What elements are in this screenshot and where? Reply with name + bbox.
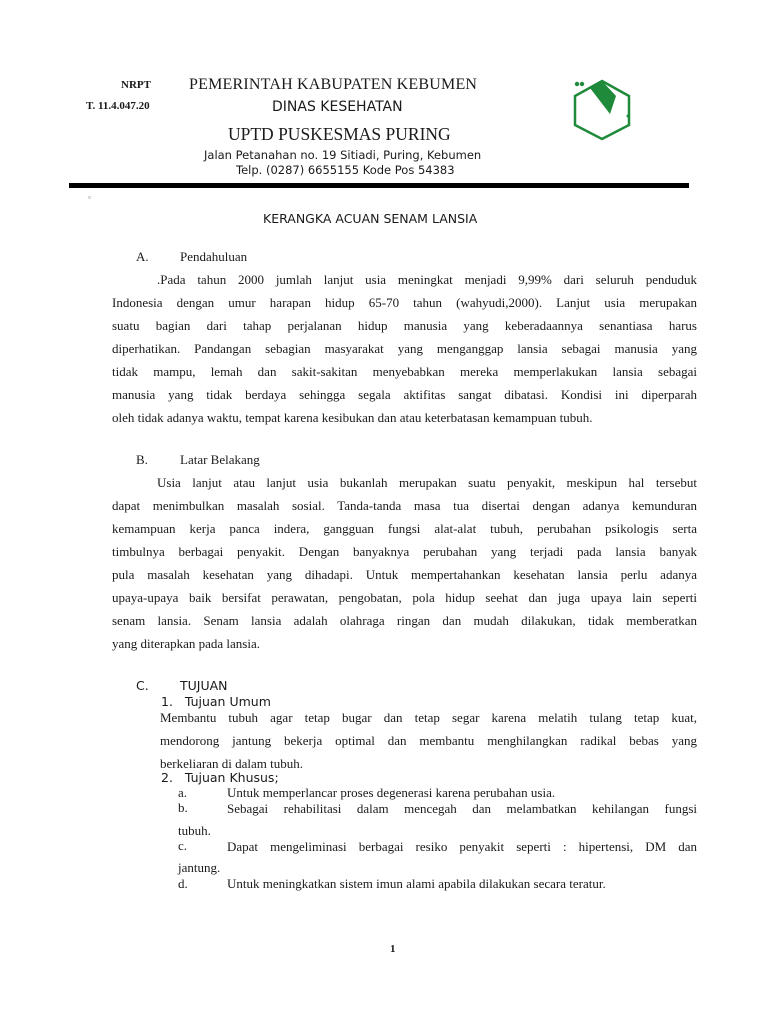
- header-department: DINAS KESEHATAN: [272, 99, 403, 115]
- paragraph-line: kemampuan kerja panca indera, gangguan fungsi alat-alat tubuh, perubahan psikologis serta: [112, 521, 697, 536]
- list-letter: b.: [178, 800, 188, 815]
- list-letter: d.: [178, 876, 188, 891]
- section-b-heading: Latar Belakang: [180, 452, 260, 467]
- small-mark: ▫: [88, 193, 91, 202]
- header-government: PEMERINTAH KABUPATEN KEBUMEN: [189, 76, 478, 93]
- list-letter: a.: [178, 785, 188, 800]
- list-item-continuation: jantung.: [178, 860, 221, 875]
- paragraph-line: berkeliaran di dalam tubuh.: [160, 756, 303, 771]
- list-letter: c.: [178, 838, 188, 853]
- list-item-text: Untuk meningkatkan sistem imun alami apabila dilakukan secara teratur.: [227, 876, 606, 891]
- tujuan-umum-label: 1. Tujuan Umum: [161, 694, 271, 709]
- section-a-heading: Pendahuluan: [180, 249, 248, 264]
- list-item-text: Untuk memperlancar proses degenerasi karena perubahan usia.: [227, 785, 556, 800]
- section-c-heading: TUJUAN: [180, 678, 228, 693]
- header-phone: Telp. (0287) 6655155 Kode Pos 54383: [236, 163, 455, 177]
- paragraph-line: dapat menimbulkan masalah sosial. Tanda-tanda masa tua disertai dengan adanya kemunduran: [112, 498, 697, 513]
- paragraph-line: senam lansia. Senam lansia adalah olahraga ringan dan mudah dilakukan, tidak memberatkan: [112, 613, 697, 628]
- header-address: Jalan Petanahan no. 19 Sitiadi, Puring, Kebumen: [204, 148, 482, 162]
- paragraph-line: tidak mampu, lemah dan sakit-sakitan menyebabkan mereka memperlakukan lansia sebagai: [112, 364, 697, 379]
- page-number: 1: [390, 943, 396, 955]
- header-unit: UPTD PUSKESMAS PURING: [228, 124, 451, 144]
- paragraph-line: mendorong jantung bekerja optimal dan membantu menghilangkan radikal bebas yang: [160, 733, 697, 748]
- paragraph-line: Usia lanjut atau lanjut usia bukanlah merupakan suatu penyakit, meskipun hal tersebut: [157, 475, 697, 490]
- paragraph-line: oleh tidak adanya waktu, tempat karena kesibukan dan atau keterbatasan kemampuan tubuh.: [112, 410, 593, 425]
- nrpt-label: NRPT: [121, 79, 151, 91]
- paragraph-line: upaya-upaya baik bersifat perawatan, pengobatan, pola hidup seehat dan juga upaya lain seperti: [112, 590, 697, 605]
- document-title: KERANGKA ACUAN SENAM LANSIA: [263, 211, 478, 226]
- paragraph-line: .Pada tahun 2000 jumlah lanjut usia meningkat menjadi 9,99% dari seluruh penduduk: [157, 272, 697, 287]
- list-item-text: Dapat mengeliminasi berbagai resiko penyakit seperti : hipertensi, DM dan: [227, 839, 697, 854]
- nrpt-code: T. 11.4.047.20: [86, 100, 150, 112]
- paragraph-line: suatu bagian dari tahap perjalanan hidup manusia yang keberadaannya senantiasa harus: [112, 318, 697, 333]
- puskesmas-logo: [570, 78, 634, 142]
- section-c-letter: C.: [136, 678, 149, 693]
- list-item-text: Sebagai rehabilitasi dalam mencegah dan melambatkan kehilangan fungsi: [227, 801, 697, 816]
- paragraph-line: Membantu tubuh agar tetap bugar dan tetap segar karena melatih tulang tetap kuat,: [160, 710, 697, 725]
- paragraph-line: timbulnya berbagai penyakit. Dengan banyaknya perubahan yang terjadi pada lansia banyak: [112, 544, 697, 559]
- tujuan-umum-paragraph: [160, 706, 697, 775]
- section-b-letter: B.: [136, 452, 148, 467]
- paragraph-line: manusia yang tidak berdaya sehingga segala aktifitas sangat dibatasi. Kondisi ini diperparah: [112, 387, 697, 402]
- section-a-paragraph: [112, 268, 697, 429]
- tujuan-khusus-label: 2. Tujuan Khusus;: [161, 770, 279, 785]
- list-item-continuation: tubuh.: [178, 823, 211, 838]
- paragraph-line: pula masalah kesehatan yang dihadapi. Untuk mempertahankan kesehatan lansia perlu adanya: [112, 567, 697, 582]
- paragraph-line: diperhatikan. Pandangan sebagian masyarakat yang menganggap lansia sebagai manusia yang: [112, 341, 697, 356]
- section-a-letter: A.: [136, 249, 149, 264]
- header-divider: [69, 183, 689, 188]
- paragraph-line: Indonesia dengan umur harapan hidup 65-70 tahun (wahyudi,2000). Lanjut usia merupakan: [112, 295, 697, 310]
- section-b-paragraph: [112, 471, 697, 655]
- paragraph-line: yang diterapkan pada lansia.: [112, 636, 260, 651]
